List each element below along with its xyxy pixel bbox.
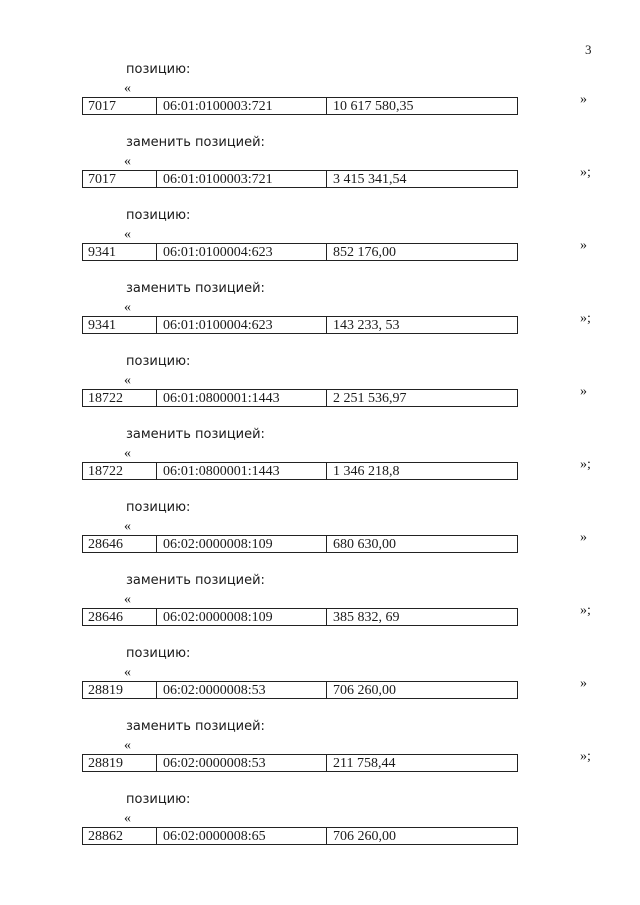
opening-quote: «: [124, 446, 131, 461]
position-block: [0, 427, 640, 500]
table-row: [82, 170, 518, 188]
position-intro-text: заменить позицией:: [126, 573, 265, 588]
cadastral-number-cell: 06:01:0100003:721: [157, 98, 327, 114]
row-number-cell: 9341: [83, 244, 157, 260]
position-block: [0, 354, 640, 427]
table-row: [82, 681, 518, 699]
cadastral-number-cell: 06:02:0000008:53: [157, 755, 327, 771]
table-row: [82, 316, 518, 334]
position-intro-text: позицию:: [126, 500, 191, 515]
cadastral-number-cell: 06:01:0100004:623: [157, 317, 327, 333]
position-block: [0, 208, 640, 281]
position-intro-text: позицию:: [126, 208, 191, 223]
table-row: [82, 97, 518, 115]
position-block: [0, 719, 640, 792]
position-block: [0, 573, 640, 646]
cadastral-number-cell: 06:01:0800001:1443: [157, 463, 327, 479]
position-intro-text: заменить позицией:: [126, 281, 265, 296]
opening-quote: «: [124, 373, 131, 388]
closing-quote: »;: [580, 311, 591, 326]
opening-quote: «: [124, 519, 131, 534]
cadastral-value-cell: 10 617 580,35: [333, 99, 414, 114]
cadastral-value-cell: 385 832, 69: [333, 610, 400, 625]
row-number-cell: 28819: [83, 682, 157, 698]
cadastral-value-cell: 680 630,00: [333, 537, 396, 552]
closing-quote: »: [580, 676, 587, 691]
opening-quote: «: [124, 665, 131, 680]
cadastral-number-cell: 06:02:0000008:109: [157, 609, 327, 625]
cadastral-number-cell: 06:02:0000008:53: [157, 682, 327, 698]
cadastral-value-cell: 706 260,00: [333, 829, 396, 844]
position-intro-text: заменить позицией:: [126, 719, 265, 734]
row-number-cell: 28819: [83, 755, 157, 771]
position-block: [0, 62, 640, 135]
opening-quote: «: [124, 300, 131, 315]
closing-quote: »;: [580, 457, 591, 472]
cadastral-number-cell: 06:02:0000008:65: [157, 828, 327, 844]
table-row: [82, 389, 518, 407]
page-number: 3: [585, 42, 592, 57]
cadastral-number-cell: 06:02:0000008:109: [157, 536, 327, 552]
cadastral-value-cell: 852 176,00: [333, 245, 396, 260]
row-number-cell: 18722: [83, 390, 157, 406]
opening-quote: «: [124, 811, 131, 826]
position-intro-text: позицию:: [126, 646, 191, 661]
cadastral-value-cell: 3 415 341,54: [333, 172, 407, 187]
table-row: [82, 462, 518, 480]
row-number-cell: 28862: [83, 828, 157, 844]
row-number-cell: 9341: [83, 317, 157, 333]
closing-quote: »;: [580, 603, 591, 618]
position-intro-text: позицию:: [126, 62, 191, 77]
closing-quote: »;: [580, 165, 591, 180]
table-row: [82, 535, 518, 553]
position-intro-text: заменить позицией:: [126, 135, 265, 150]
row-number-cell: 18722: [83, 463, 157, 479]
cadastral-number-cell: 06:01:0100003:721: [157, 171, 327, 187]
table-row: [82, 754, 518, 772]
position-block: [0, 646, 640, 719]
opening-quote: «: [124, 81, 131, 96]
closing-quote: »: [580, 530, 587, 545]
closing-quote: »;: [580, 749, 591, 764]
closing-quote: »: [580, 384, 587, 399]
cadastral-number-cell: 06:01:0100004:623: [157, 244, 327, 260]
position-intro-text: заменить позицией:: [126, 427, 265, 442]
position-block: [0, 135, 640, 208]
opening-quote: «: [124, 738, 131, 753]
cadastral-value-cell: 143 233, 53: [333, 318, 400, 333]
table-row: [82, 243, 518, 261]
position-intro-text: позицию:: [126, 354, 191, 369]
cadastral-number-cell: 06:01:0800001:1443: [157, 390, 327, 406]
closing-quote: »: [580, 238, 587, 253]
row-number-cell: 7017: [83, 98, 157, 114]
cadastral-value-cell: 706 260,00: [333, 683, 396, 698]
closing-quote: »: [580, 92, 587, 107]
opening-quote: «: [124, 154, 131, 169]
table-row: [82, 608, 518, 626]
position-block: [0, 500, 640, 573]
row-number-cell: 7017: [83, 171, 157, 187]
opening-quote: «: [124, 227, 131, 242]
position-intro-text: позицию:: [126, 792, 191, 807]
cadastral-value-cell: 1 346 218,8: [333, 464, 400, 479]
cadastral-value-cell: 2 251 536,97: [333, 391, 407, 406]
table-row: [82, 827, 518, 845]
row-number-cell: 28646: [83, 609, 157, 625]
opening-quote: «: [124, 592, 131, 607]
position-block: [0, 281, 640, 354]
cadastral-value-cell: 211 758,44: [333, 756, 396, 771]
row-number-cell: 28646: [83, 536, 157, 552]
position-block: [0, 792, 640, 865]
